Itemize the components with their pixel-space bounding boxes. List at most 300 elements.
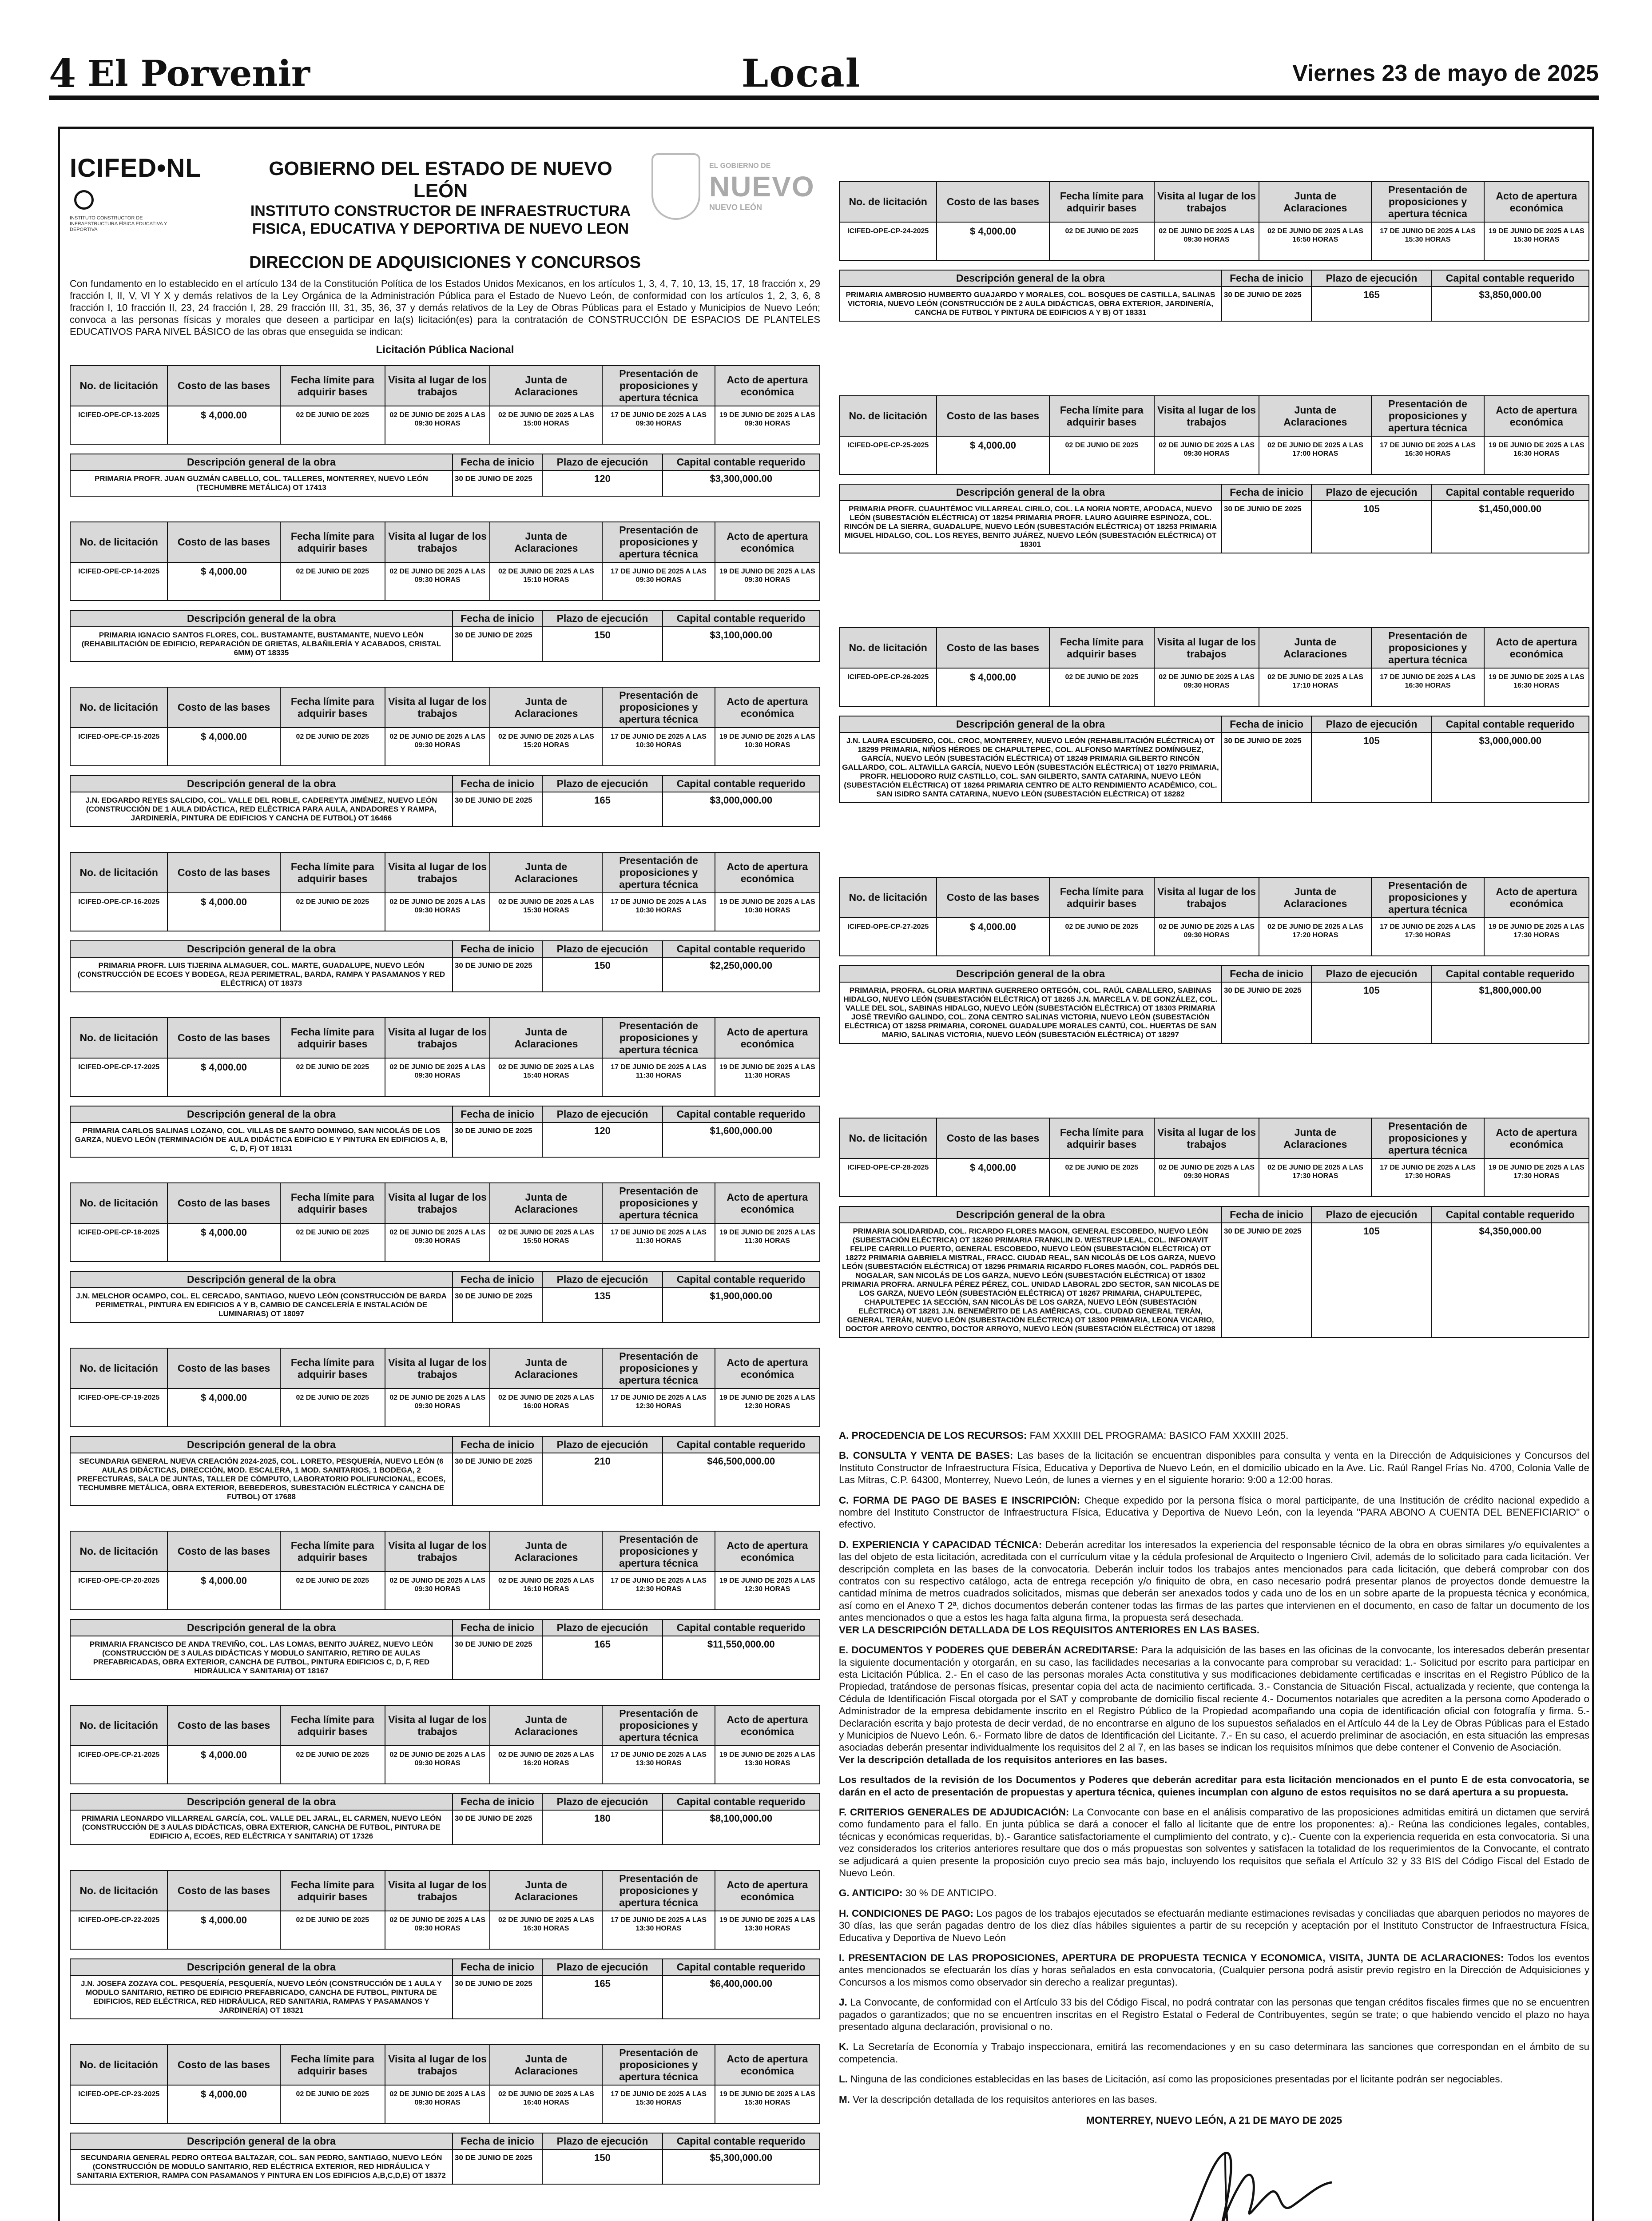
work-description: PRIMARIA FRANCISCO DE ANDA TREVIÑO, COL. LAS LOMAS, BENITO JUÁREZ, NUEVO LEÓN (CONSTRUCCIÓN DE 3 AULAS DIDÁCTICAS Y MODULO SANITARIO, RETIRO DE AULAS PREFABRICADAS, OBRA EXTERIOR, CANCHA DE FUTBOL, PINTURA EDIFICIOS C, D, F, RED HIDRÁULICA Y SANITARIA) OT 18167: [70, 1636, 453, 1680]
bid-data-row: [70, 1389, 820, 1427]
work-data-row: [70, 470, 820, 496]
bid-economic-opening: 19 DE JUNIO DE 2025 A LAS 10:30 HORAS: [715, 893, 820, 931]
work-start-date: 30 DE JUNIO DE 2025: [453, 1122, 543, 1157]
bid-number: ICIFED-OPE-CP-16-2025: [70, 893, 167, 931]
work-data-row: [70, 2149, 820, 2184]
condition-text: Las bases de la licitación se encuentran disponibles para consulta y venta en la Dirección de Adquisiciones y Concursos del Instituto Constructor de Infraestructura Física, Educativa y Deportiva de Nuevo León, en el domicilio ubicado en la Ave. Lic. Raúl Rangel Frías No. 4700, Colonia Valle de Las Mitras, C.P. 64300, Monterrey, Nuevo León, de lunes a viernes y en el siguiente horario: 9:00 a 12:00 horas.: [839, 1450, 1589, 1486]
bid-work-table: [839, 270, 1589, 322]
bid-block: [70, 1870, 820, 2044]
work-required-capital: $3,300,000.00: [663, 470, 820, 496]
header-descripcion: Descripción general de la obra: [70, 1794, 453, 1810]
condition-text: Cheque expedido por la persona física o moral participante, de una Institución de crédito nacional expedido a nombre del Instituto Constructor de Infraestructura Física, Educativa y Deportiva de Nuevo León, con la leyenda "PARA ABONO A CUENTA DEL BENEFICIARIO" o efectivo.: [839, 1494, 1589, 1530]
header-costo: Costo de las bases: [167, 1018, 280, 1058]
header-acto: Acto de apertura económica: [715, 522, 820, 562]
bid-site-visit: 02 DE JUNIO DE 2025 A LAS 09:30 HORAS: [385, 1058, 490, 1096]
bid-cost: $ 4,000.00: [167, 1746, 280, 1784]
bid-clarification-meeting: 02 DE JUNIO DE 2025 A LAS 16:00 HORAS: [490, 1389, 602, 1427]
bid-work-table: [70, 1958, 820, 2019]
icifed-logo: [70, 153, 212, 232]
header-acto: Acto de apertura económica: [1484, 396, 1589, 436]
work-header-row: [70, 610, 820, 627]
header-descripcion: Descripción general de la obra: [839, 1206, 1222, 1223]
header-no: No. de licitación: [70, 1871, 167, 1911]
bid-site-visit: 02 DE JUNIO DE 2025 A LAS 09:30 HORAS: [385, 893, 490, 931]
bid-clarification-meeting: 02 DE JUNIO DE 2025 A LAS 16:50 HORAS: [1259, 222, 1371, 260]
condition-item: [839, 2041, 1589, 2065]
header-plazo: Plazo de ejecución: [1311, 716, 1431, 732]
work-header-row: [839, 484, 1589, 501]
header-fecha-limite: Fecha límite para adquirir bases: [280, 522, 385, 562]
bid-technical-opening: 17 DE JUNIO DE 2025 A LAS 17:30 HORAS: [1371, 1158, 1484, 1197]
header-inicio: Fecha de inicio: [453, 1271, 543, 1288]
bid-header-row: [70, 687, 820, 728]
public-notice: [58, 127, 1594, 2221]
bid-site-visit: 02 DE JUNIO DE 2025 A LAS 09:30 HORAS: [385, 1746, 490, 1784]
nl-logo-main: NUEVO: [709, 171, 815, 203]
work-data-row: [70, 1636, 820, 1680]
work-description: PRIMARIA PROFR. JUAN GUZMÁN CABELLO, COL. TALLERES, MONTERREY, NUEVO LEÓN (TECHUMBRE METÁLICA) OT 17413: [70, 470, 453, 496]
condition-item: [839, 1644, 1589, 1754]
header-costo: Costo de las bases: [937, 877, 1049, 918]
bid-header-row: [70, 1183, 820, 1223]
bid-header-row: [70, 2045, 820, 2085]
bid-technical-opening: 17 DE JUNIO DE 2025 A LAS 12:30 HORAS: [602, 1389, 715, 1427]
work-description: SECUNDARIA GENERAL NUEVA CREACIÓN 2024-2025, COL. LORETO, PESQUERÍA, NUEVO LEÓN (6 AULAS DIDÁCTICAS, DIRECCIÓN, MOD. ESCALERA, 1 MOD. SANITARIOS, 1 BODEGA, 2 PREFECTURAS, SALA DE JUNTAS, TALLER DE CÓMPUTO, LABORATORIO POLIFUNCIONAL, ECOES, TECHUMBRE METÁLICA, OBRA EXTERIOR, BEBEDEROS, SUBESTACIÓN ELÉCTRICA Y CANCHA DE FUTBOL) OT 17688: [70, 1453, 453, 1505]
header-plazo: Plazo de ejecución: [542, 2133, 662, 2149]
header-acto: Acto de apertura económica: [1484, 1118, 1589, 1158]
header-plazo: Plazo de ejecución: [542, 1794, 662, 1810]
work-required-capital: $1,450,000.00: [1432, 501, 1589, 553]
header-no: No. de licitación: [839, 182, 937, 222]
bid-economic-opening: 19 DE JUNIO DE 2025 A LAS 15:30 HORAS: [715, 2085, 820, 2123]
header-visita: Visita al lugar de los trabajos: [385, 687, 490, 728]
bid-clarification-meeting: 02 DE JUNIO DE 2025 A LAS 15:20 HORAS: [490, 728, 602, 766]
bid-number: ICIFED-OPE-CP-26-2025: [839, 668, 937, 706]
header-costo: Costo de las bases: [167, 1705, 280, 1746]
bid-technical-opening: 17 DE JUNIO DE 2025 A LAS 11:30 HORAS: [602, 1058, 715, 1096]
bid-site-visit: 02 DE JUNIO DE 2025 A LAS 09:30 HORAS: [1154, 918, 1259, 956]
icifed-mark-icon: [74, 190, 94, 210]
work-duration-days: 120: [542, 470, 662, 496]
condition-item: [839, 1449, 1589, 1486]
work-header-row: [70, 1620, 820, 1636]
header-junta: Junta de Aclaraciones: [490, 1871, 602, 1911]
bid-deadline: 02 DE JUNIO DE 2025: [280, 1911, 385, 1949]
work-required-capital: $3,000,000.00: [1432, 732, 1589, 803]
header-presentacion: Presentación de proposiciones y apertura técnica: [602, 366, 715, 406]
bid-number: ICIFED-OPE-CP-17-2025: [70, 1058, 167, 1096]
header-junta: Junta de Aclaraciones: [490, 1705, 602, 1746]
header-capital: Capital contable requerido: [663, 2133, 820, 2149]
direccion-title: DIRECCION DE ADQUISICIONES Y CONCURSOS: [249, 253, 641, 272]
bid-clarification-meeting: 02 DE JUNIO DE 2025 A LAS 16:10 HORAS: [490, 1572, 602, 1610]
work-data-row: [839, 501, 1589, 553]
header-descripcion: Descripción general de la obra: [70, 1271, 453, 1288]
bid-clarification-meeting: 02 DE JUNIO DE 2025 A LAS 17:10 HORAS: [1259, 668, 1371, 706]
condition-item: [839, 2073, 1589, 2085]
bid-number: ICIFED-OPE-CP-21-2025: [70, 1746, 167, 1784]
left-column: [70, 129, 820, 2209]
bid-work-table: [70, 775, 820, 827]
header-visita: Visita al lugar de los trabajos: [385, 366, 490, 406]
work-description: PRIMARIA PROFR. LUIS TIJERINA ALMAGUER, COL. MARTE, GUADALUPE, NUEVO LEÓN (CONSTRUCCIÓN DE ECOES Y BODEGA, REJA PERIMETRAL, BARDA, RAMPA Y PASAMANOS Y RED ELÉCTRICA) OT 18373: [70, 957, 453, 992]
header-plazo: Plazo de ejecución: [542, 610, 662, 627]
header-costo: Costo de las bases: [937, 396, 1049, 436]
condition-item: [839, 2094, 1589, 2106]
bid-number: ICIFED-OPE-CP-15-2025: [70, 728, 167, 766]
bid-block: [70, 852, 820, 1017]
bid-site-visit: 02 DE JUNIO DE 2025 A LAS 09:30 HORAS: [385, 1389, 490, 1427]
header-inicio: Fecha de inicio: [453, 1437, 543, 1453]
bid-technical-opening: 17 DE JUNIO DE 2025 A LAS 11:30 HORAS: [602, 1223, 715, 1262]
bid-data-row: [70, 562, 820, 601]
bid-economic-opening: 19 DE JUNIO DE 2025 A LAS 11:30 HORAS: [715, 1058, 820, 1096]
bid-deadline: 02 DE JUNIO DE 2025: [280, 406, 385, 444]
header-fecha-limite: Fecha límite para adquirir bases: [1049, 396, 1154, 436]
header-inicio: Fecha de inicio: [453, 1959, 543, 1975]
header-presentacion: Presentación de proposiciones y apertura técnica: [602, 1531, 715, 1572]
header-no: No. de licitación: [839, 396, 937, 436]
bid-technical-opening: 17 DE JUNIO DE 2025 A LAS 15:30 HORAS: [1371, 222, 1484, 260]
bid-technical-opening: 17 DE JUNIO DE 2025 A LAS 10:30 HORAS: [602, 728, 715, 766]
bid-cost: $ 4,000.00: [937, 668, 1049, 706]
bid-clarification-meeting: 02 DE JUNIO DE 2025 A LAS 17:20 HORAS: [1259, 918, 1371, 956]
header-acto: Acto de apertura económica: [715, 852, 820, 893]
header-visita: Visita al lugar de los trabajos: [385, 1018, 490, 1058]
bid-clarification-meeting: 02 DE JUNIO DE 2025 A LAS 16:30 HORAS: [490, 1911, 602, 1949]
condition-label: J.: [839, 1997, 847, 2008]
work-duration-days: 150: [542, 2149, 662, 2184]
header-plazo: Plazo de ejecución: [542, 454, 662, 470]
bid-cost: $ 4,000.00: [167, 893, 280, 931]
bid-clarification-meeting: 02 DE JUNIO DE 2025 A LAS 15:50 HORAS: [490, 1223, 602, 1262]
header-capital: Capital contable requerido: [663, 1620, 820, 1636]
header-inicio: Fecha de inicio: [1222, 1206, 1312, 1223]
work-data-row: [70, 1288, 820, 1322]
work-header-row: [70, 1959, 820, 1975]
header-acto: Acto de apertura económica: [715, 1531, 820, 1572]
header-descripcion: Descripción general de la obra: [839, 966, 1222, 982]
bid-block: [839, 395, 1589, 627]
work-start-date: 30 DE JUNIO DE 2025: [453, 1975, 543, 2019]
header-visita: Visita al lugar de los trabajos: [385, 1705, 490, 1746]
condition-label: K.: [839, 2041, 849, 2053]
header-capital: Capital contable requerido: [1432, 716, 1589, 732]
condition-text: Para la adquisición de las bases en las oficinas de la convocante, los interesados deberán presentar la siguiente documentación y otorgarán, en su caso, las facilidades necesarias a la convocante para comprobar su veracidad: 1.- Solicitud por escrito para participar en esta Licitación Pública. 2.- En el caso de las personas morales Acta constitutiva y sus modificaciones debidamente certificadas e inscritas en el Registro Público de la Propiedad, tratándose de personas físicas, presentar copia del acta de nacimiento certificada. 3.- Constancia de Situación Fiscal, actualizada y reciente, que contenga la Cédula de Identificación Fiscal otorgada por el SAT y comprobante de domicilio fiscal reciente 4.- Documentos notariales que acrediten a la persona como Apoderado o Administrador de la empresa debidamente inscrito en el Registro Público de la Propiedad acompañando una copia de identificación oficial con fotografía y firma. 5.- Declaración escrita y bajo protesta de decir verdad, de no encontrarse en alguno de los supuestos señalados en el Artículo 44 de la Ley de Obras Públicas para el Estado y Municipios de Nuevo León. 6.- Formato libre de datos de Identificación del Licitante. 7.- En su caso, el acuerdo preliminar de asociación, en esta situación las empresas asociadas deberán presentar individualmente los requisitos del 2 al 7, en las bases se indican los requisitos mínimos que debe contener el Convenio de Asociación.: [839, 1644, 1590, 1753]
bid-deadline: 02 DE JUNIO DE 2025: [280, 893, 385, 931]
work-header-row: [70, 941, 820, 957]
conditions-list: [839, 1429, 1589, 2106]
work-header-row: [70, 776, 820, 792]
header-acto: Acto de apertura económica: [1484, 628, 1589, 668]
header-presentacion: Presentación de proposiciones y apertura técnica: [602, 1871, 715, 1911]
bid-data-row: [70, 728, 820, 766]
bid-work-table: [70, 1793, 820, 1845]
condition-text: Deberán acreditar los interesados la experiencia del responsable técnico de la obra en obras similares y/o equivalentes a las del objeto de esta licitación, acreditada con el currículum vitae y la cédula profesional de Arquitecto o Ingeniero Civil, además de lo solicitado para cada licitación. Ver descripción completa en las bases de la convocatoria. Deberán incluir todos los trabajos antes mencionados para cada licitación, que deberá comprobar con dos contratos con su respectivo catálogo, acta de entrega recepción y/o finiquito de obra, en caso necesario podrá presentar planos de proyectos donde demuestre la cantidad mínima de metros cuadrados solicitados, mismas que deberán ser anexados todos y cada uno de los en un sobre aparte de la propuesta técnica y económica, así como en el Anexo T 2ª, dichos documentos deberán contener todas las firmas de las partes que intervienen en el documento, en caso de faltar un documento de los antes mencionados o que a estos les haga falta alguna firma, la propuesta será desechada.: [839, 1539, 1589, 1624]
header-junta: Junta de Aclaraciones: [490, 1531, 602, 1572]
masthead: [49, 51, 1599, 100]
work-duration-days: 135: [542, 1288, 662, 1322]
header-descripcion: Descripción general de la obra: [70, 2133, 453, 2149]
header-plazo: Plazo de ejecución: [542, 1620, 662, 1636]
work-header-row: [839, 270, 1589, 287]
bid-deadline: 02 DE JUNIO DE 2025: [1049, 1158, 1154, 1197]
header-plazo: Plazo de ejecución: [1311, 270, 1431, 287]
bid-header-row: [839, 396, 1589, 436]
gov-line-2: INSTITUTO CONSTRUCTOR DE INFRAESTRUCTURA: [250, 203, 631, 219]
work-header-row: [70, 1106, 820, 1122]
header-costo: Costo de las bases: [167, 1871, 280, 1911]
bid-economic-opening: 19 DE JUNIO DE 2025 A LAS 13:30 HORAS: [715, 1746, 820, 1784]
bid-cost: $ 4,000.00: [167, 562, 280, 601]
header-visita: Visita al lugar de los trabajos: [385, 522, 490, 562]
work-required-capital: $1,800,000.00: [1432, 982, 1589, 1043]
bid-site-visit: 02 DE JUNIO DE 2025 A LAS 09:30 HORAS: [1154, 668, 1259, 706]
bid-schedule-table: [839, 627, 1589, 707]
work-start-date: 30 DE JUNIO DE 2025: [453, 470, 543, 496]
header-capital: Capital contable requerido: [663, 941, 820, 957]
work-description: J.N. JOSEFA ZOZAYA COL. PESQUERÍA, PESQUERÍA, NUEVO LEÓN (CONSTRUCCIÓN DE 1 AULA Y MODULO SANITARIO, RETIRO DE EDIFICIO PREFABRICADO, CANCHA DE FUTBOL, PINTURA DE EDIFICIOS, RED ELÉCTRICA, RED HIDRÁULICA, RED SANITARIA, RAMPAS Y PASAMANOS Y JARDINERÍA) OT 18321: [70, 1975, 453, 2019]
bid-number: ICIFED-OPE-CP-19-2025: [70, 1389, 167, 1427]
bid-header-row: [70, 1531, 820, 1572]
condition-text: FAM XXXIII DEL PROGRAMA: BASICO FAM XXXIII 2025.: [1027, 1430, 1289, 1441]
header-descripcion: Descripción general de la obra: [70, 1437, 453, 1453]
bid-deadline: 02 DE JUNIO DE 2025: [280, 1058, 385, 1096]
bid-economic-opening: 19 DE JUNIO DE 2025 A LAS 16:30 HORAS: [1484, 668, 1589, 706]
bid-schedule-table: [70, 2044, 820, 2124]
work-start-date: 30 DE JUNIO DE 2025: [453, 1810, 543, 1845]
work-duration-days: 105: [1311, 732, 1431, 803]
work-required-capital: $3,850,000.00: [1432, 287, 1589, 321]
header-plazo: Plazo de ejecución: [542, 1106, 662, 1122]
bid-number: ICIFED-OPE-CP-24-2025: [839, 222, 937, 260]
bid-work-table: [839, 965, 1589, 1044]
bid-number: ICIFED-OPE-CP-22-2025: [70, 1911, 167, 1949]
header-capital: Capital contable requerido: [663, 1959, 820, 1975]
condition-text: Ninguna de las condiciones establecidas en las bases de Licitación, así como las proposiciones presentadas por el licitante podrán ser negociables.: [847, 2074, 1503, 2085]
header-visita: Visita al lugar de los trabajos: [385, 852, 490, 893]
header-presentacion: Presentación de proposiciones y apertura técnica: [1371, 396, 1484, 436]
header-plazo: Plazo de ejecución: [1311, 484, 1431, 501]
work-start-date: 30 DE JUNIO DE 2025: [1222, 982, 1312, 1043]
bid-cost: $ 4,000.00: [167, 1058, 280, 1096]
bid-work-table: [839, 1206, 1589, 1338]
work-start-date: 30 DE JUNIO DE 2025: [1222, 501, 1312, 553]
bid-deadline: 02 DE JUNIO DE 2025: [280, 2085, 385, 2123]
work-description: PRIMARIA CARLOS SALINAS LOZANO, COL. VILLAS DE SANTO DOMINGO, SAN NICOLÁS DE LOS GARZA, NUEVO LEÓN (TERMINACIÓN DE AULA DIDÁCTICA EDIFICIO E Y PINTURA EN EDIFICIOS A, B, C, D, F) OT 18131: [70, 1122, 453, 1157]
bid-block: [70, 687, 820, 852]
bid-cost: $ 4,000.00: [167, 1911, 280, 1949]
work-header-row: [70, 1271, 820, 1288]
bid-clarification-meeting: 02 DE JUNIO DE 2025 A LAS 15:00 HORAS: [490, 406, 602, 444]
header-costo: Costo de las bases: [937, 628, 1049, 668]
condition-label: D. EXPERIENCIA Y CAPACIDAD TÉCNICA:: [839, 1539, 1042, 1550]
bid-number: ICIFED-OPE-CP-28-2025: [839, 1158, 937, 1197]
header-acto: Acto de apertura económica: [715, 687, 820, 728]
header-presentacion: Presentación de proposiciones y apertura técnica: [1371, 628, 1484, 668]
bid-data-row: [839, 222, 1589, 260]
work-required-capital: $5,300,000.00: [663, 2149, 820, 2184]
bid-block: [70, 1705, 820, 1870]
header-capital: Capital contable requerido: [1432, 484, 1589, 501]
header-visita: Visita al lugar de los trabajos: [385, 1871, 490, 1911]
condition-text: Los pagos de los trabajos ejecutados se efectuarán mediante estimaciones revisadas y conciliadas que abarquen periodos no mayores de 30 días, las que serán pagadas dentro de los diez días hábiles siguientes a partir de su recepción y aceptación por el Instituto Constructor de Infraestructura Física, Educativa y Deportiva de Nuevo León: [839, 1907, 1589, 1943]
bid-header-row: [839, 628, 1589, 668]
header-visita: Visita al lugar de los trabajos: [385, 1348, 490, 1389]
header-no: No. de licitación: [70, 366, 167, 406]
bid-site-visit: 02 DE JUNIO DE 2025 A LAS 09:30 HORAS: [1154, 222, 1259, 260]
work-header-row: [70, 454, 820, 470]
icifed-logo-text: ICIFED•NL: [70, 154, 202, 183]
header-capital: Capital contable requerido: [1432, 270, 1589, 287]
header-inicio: Fecha de inicio: [453, 1620, 543, 1636]
bid-site-visit: 02 DE JUNIO DE 2025 A LAS 09:30 HORAS: [1154, 1158, 1259, 1197]
condition-item: [839, 1624, 1589, 1636]
work-duration-days: 165: [1311, 287, 1431, 321]
work-duration-days: 180: [542, 1810, 662, 1845]
header-capital: Capital contable requerido: [1432, 966, 1589, 982]
work-required-capital: $4,350,000.00: [1432, 1223, 1589, 1337]
header-costo: Costo de las bases: [937, 182, 1049, 222]
bid-economic-opening: 19 DE JUNIO DE 2025 A LAS 13:30 HORAS: [715, 1911, 820, 1949]
work-header-row: [70, 1437, 820, 1453]
header-fecha-limite: Fecha límite para adquirir bases: [280, 852, 385, 893]
header-capital: Capital contable requerido: [663, 1106, 820, 1122]
condition-item: [839, 1754, 1589, 1766]
work-start-date: 30 DE JUNIO DE 2025: [1222, 287, 1312, 321]
condition-item: [839, 1539, 1589, 1624]
bid-economic-opening: 19 DE JUNIO DE 2025 A LAS 12:30 HORAS: [715, 1572, 820, 1610]
nuevo-leon-logo: [651, 153, 815, 220]
bid-site-visit: 02 DE JUNIO DE 2025 A LAS 09:30 HORAS: [385, 728, 490, 766]
header-costo: Costo de las bases: [167, 852, 280, 893]
header-capital: Capital contable requerido: [663, 1794, 820, 1810]
bid-work-table: [839, 484, 1589, 553]
header-fecha-limite: Fecha límite para adquirir bases: [280, 2045, 385, 2085]
bid-site-visit: 02 DE JUNIO DE 2025 A LAS 09:30 HORAS: [385, 1223, 490, 1262]
header-acto: Acto de apertura económica: [715, 1348, 820, 1389]
header-descripcion: Descripción general de la obra: [70, 454, 453, 470]
header-fecha-limite: Fecha límite para adquirir bases: [1049, 628, 1154, 668]
work-description: PRIMARIA IGNACIO SANTOS FLORES, COL. BUSTAMANTE, BUSTAMANTE, NUEVO LEÓN (REHABILITACIÓN DE EDIFICIO, REPARACIÓN DE GRIETAS, ALBAÑILERÍA Y ACABADOS, CRISTAL 6MM) OT 18335: [70, 627, 453, 661]
bid-economic-opening: 19 DE JUNIO DE 2025 A LAS 17:30 HORAS: [1484, 918, 1589, 956]
bid-site-visit: 02 DE JUNIO DE 2025 A LAS 09:30 HORAS: [385, 1572, 490, 1610]
bid-number: ICIFED-OPE-CP-18-2025: [70, 1223, 167, 1262]
bid-clarification-meeting: 02 DE JUNIO DE 2025 A LAS 17:00 HORAS: [1259, 436, 1371, 474]
header-junta: Junta de Aclaraciones: [1259, 628, 1371, 668]
state-shield-icon: [651, 153, 700, 220]
notice-header: [70, 129, 820, 249]
bid-schedule-table: [70, 1182, 820, 1262]
bid-clarification-meeting: 02 DE JUNIO DE 2025 A LAS 15:30 HORAS: [490, 893, 602, 931]
bid-data-row: [70, 1911, 820, 1949]
bid-data-row: [839, 668, 1589, 706]
bid-site-visit: 02 DE JUNIO DE 2025 A LAS 09:30 HORAS: [385, 406, 490, 444]
header-fecha-limite: Fecha límite para adquirir bases: [280, 1531, 385, 1572]
work-duration-days: 105: [1311, 1223, 1431, 1337]
header-junta: Junta de Aclaraciones: [1259, 396, 1371, 436]
header-fecha-limite: Fecha límite para adquirir bases: [280, 1871, 385, 1911]
header-plazo: Plazo de ejecución: [542, 776, 662, 792]
work-header-row: [839, 1206, 1589, 1223]
header-descripcion: Descripción general de la obra: [839, 484, 1222, 501]
header-descripcion: Descripción general de la obra: [70, 776, 453, 792]
header-acto: Acto de apertura económica: [715, 1018, 820, 1058]
bid-data-row: [839, 1158, 1589, 1197]
bid-deadline: 02 DE JUNIO DE 2025: [280, 1746, 385, 1784]
work-data-row: [70, 792, 820, 827]
condition-text: 30 % DE ANTICIPO.: [902, 1887, 997, 1899]
bid-technical-opening: 17 DE JUNIO DE 2025 A LAS 16:30 HORAS: [1371, 436, 1484, 474]
work-data-row: [839, 982, 1589, 1043]
header-junta: Junta de Aclaraciones: [490, 1018, 602, 1058]
work-required-capital: $46,500,000.00: [663, 1453, 820, 1505]
header-fecha-limite: Fecha límite para adquirir bases: [280, 687, 385, 728]
bid-technical-opening: 17 DE JUNIO DE 2025 A LAS 15:30 HORAS: [602, 2085, 715, 2123]
bid-deadline: 02 DE JUNIO DE 2025: [1049, 222, 1154, 260]
header-visita: Visita al lugar de los trabajos: [385, 1531, 490, 1572]
bid-header-row: [839, 1118, 1589, 1158]
header-capital: Capital contable requerido: [663, 1271, 820, 1288]
condition-label: H. CONDICIONES DE PAGO:: [839, 1907, 973, 1919]
condition-item: [839, 1774, 1589, 1798]
header-junta: Junta de Aclaraciones: [490, 2045, 602, 2085]
work-data-row: [70, 1453, 820, 1505]
bid-economic-opening: 19 DE JUNIO DE 2025 A LAS 16:30 HORAS: [1484, 436, 1589, 474]
bid-work-table: [70, 1619, 820, 1680]
bid-cost: $ 4,000.00: [167, 406, 280, 444]
header-fecha-limite: Fecha límite para adquirir bases: [280, 1018, 385, 1058]
header-no: No. de licitación: [70, 852, 167, 893]
header-capital: Capital contable requerido: [663, 454, 820, 470]
work-data-row: [70, 957, 820, 992]
bid-clarification-meeting: 02 DE JUNIO DE 2025 A LAS 16:20 HORAS: [490, 1746, 602, 1784]
bid-schedule-table: [70, 1017, 820, 1097]
bid-block: [839, 627, 1589, 877]
header-no: No. de licitación: [70, 522, 167, 562]
header-capital: Capital contable requerido: [663, 1437, 820, 1453]
bid-economic-opening: 19 DE JUNIO DE 2025 A LAS 10:30 HORAS: [715, 728, 820, 766]
condition-label: Ver la descripción detallada de los requisitos anteriores en las bases.: [839, 1754, 1168, 1765]
header-no: No. de licitación: [70, 1531, 167, 1572]
work-duration-days: 210: [542, 1453, 662, 1505]
right-column: [839, 129, 1589, 2221]
condition-label: F. CRITERIOS GENERALES DE ADJUDICACIÓN:: [839, 1806, 1069, 1818]
header-presentacion: Presentación de proposiciones y apertura técnica: [602, 1705, 715, 1746]
bid-site-visit: 02 DE JUNIO DE 2025 A LAS 09:30 HORAS: [385, 562, 490, 601]
header-inicio: Fecha de inicio: [453, 454, 543, 470]
bid-technical-opening: 17 DE JUNIO DE 2025 A LAS 16:30 HORAS: [1371, 668, 1484, 706]
bid-schedule-table: [839, 181, 1589, 261]
bid-block: [839, 181, 1589, 395]
handwritten-signature: [1159, 2140, 1345, 2221]
bid-economic-opening: 19 DE JUNIO DE 2025 A LAS 09:30 HORAS: [715, 406, 820, 444]
header-acto: Acto de apertura económica: [715, 1183, 820, 1223]
work-description: PRIMARIA AMBROSIO HUMBERTO GUAJARDO Y MORALES, COL. BOSQUES DE CASTILLA, SALINAS VICTORIA, NUEVO LEÓN (CONSTRUCCIÓN DE 2 AULA DIDÁCTICAS, OBRA EXTERIOR, JARDINERÍA, CANCHA DE FUTBOL Y PINTURA DE EDIFICIOS A Y B) OT 18331: [839, 287, 1222, 321]
header-descripcion: Descripción general de la obra: [839, 270, 1222, 287]
bid-schedule-table: [70, 852, 820, 931]
condition-label: E. DOCUMENTOS Y PODERES QUE DEBERÁN ACREDITARSE:: [839, 1644, 1139, 1656]
header-costo: Costo de las bases: [167, 687, 280, 728]
bid-data-row: [70, 1058, 820, 1096]
work-description: PRIMARIA LEONARDO VILLARREAL GARCÍA, COL. VALLE DEL JARAL, EL CARMEN, NUEVO LEÓN (CONSTRUCCIÓN DE 3 AULAS DIDÁCTICAS, OBRA EXTERIOR, CANCHA DE FUTBOL, PINTURA DE EDIFICIO A, ECOES, RED ELÉCTRICA Y SANITARIA) OT 17326: [70, 1810, 453, 1845]
work-data-row: [839, 287, 1589, 321]
header-fecha-limite: Fecha límite para adquirir bases: [280, 1705, 385, 1746]
bid-data-row: [70, 1223, 820, 1262]
header-costo: Costo de las bases: [167, 1183, 280, 1223]
header-costo: Costo de las bases: [167, 522, 280, 562]
bid-header-row: [70, 1871, 820, 1911]
